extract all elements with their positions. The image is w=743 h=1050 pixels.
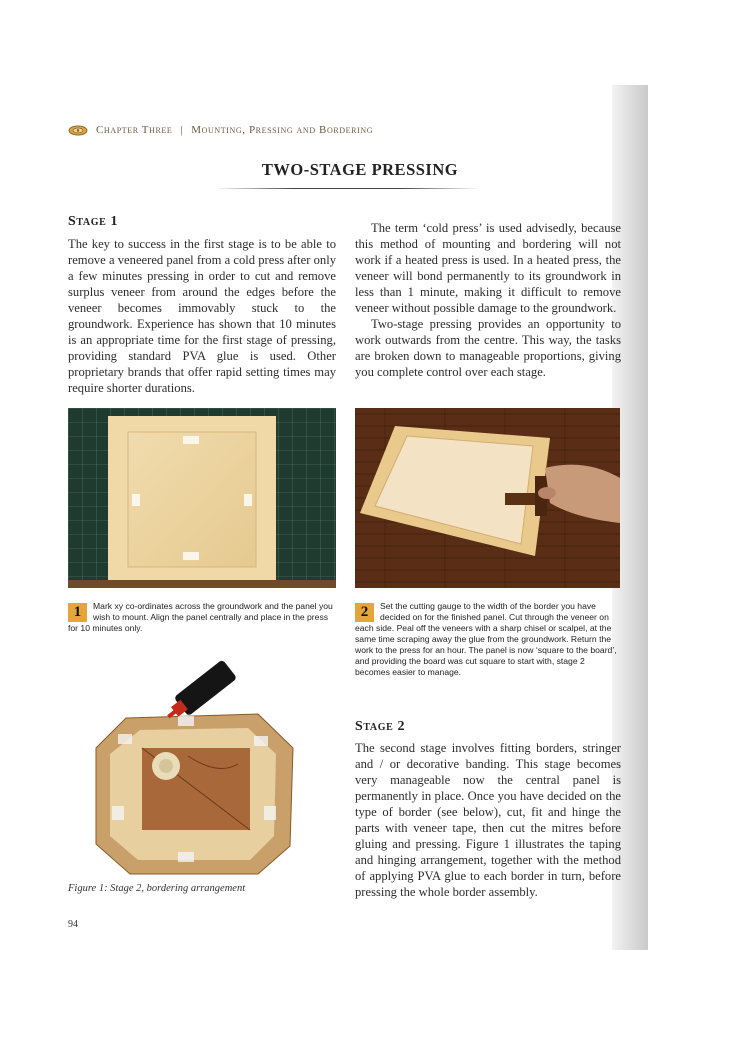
cold-press-paragraph-2: Two-stage pressing provides an opportunity to work outwards from the centre. This way, the tasks are broken down to manageable proportions, giving you complete control over each stage. [355, 317, 621, 379]
page-number: 94 [68, 919, 78, 930]
stage1-paragraph: The key to success in the first stage is to be able to remove a veneered panel from a cold press after only a few minutes pressing in order to cut and remove surplus veneer from around the edges before the veneer becomes immovably stuck to the groundwork. Experience has shown that 10 minutes is an appropriate time for the first stage of pressing, providing standard PVA glue is used. Other proprietary brands that offer rapid setting times may require shorter durations. [68, 237, 336, 395]
title-rule [214, 188, 480, 189]
ornament-icon [68, 125, 88, 136]
stage1-body [68, 236, 336, 396]
figure-caption: Figure 1: Stage 2, bordering arrangement [68, 883, 246, 894]
caption-2 [355, 601, 621, 678]
stage1-heading: Stage 1 [68, 214, 119, 229]
figure-1-bordering-arrangement [68, 656, 336, 878]
caption-1 [68, 601, 333, 634]
cold-press-paragraph-1: The term ‘cold press’ is used advisedly, because this method of mounting and bordering will not work if a heated press is used. In a heated press, the veneer will bond permanently to its groundwork in less than 1 minute, making it difficult to remove veneer without possible damage to the groundwork. [355, 221, 621, 315]
running-header [68, 122, 373, 138]
cold-press-body [355, 220, 621, 380]
section-label: Mounting, Pressing and Bordering [191, 124, 374, 136]
caption-2-number: 2 [355, 603, 374, 622]
photo-panel-on-mat [68, 408, 336, 588]
stage2-body [355, 740, 621, 900]
caption-2-text: Set the cutting gauge to the width of the border you have decided on for the finished panel. Cut through the veneer on each side. Peal off the veneers with a sharp chisel or scalpel, at the same time scraping away the glue from the groundwork. Return the work to the press for an hour. The panel is now ‘square to the board’, and providing the board was cut square to start with, stage 2 becomes easier to manage. [355, 601, 617, 677]
stage2-paragraph: The second stage involves fitting borders, stringer and / or decorative banding. This stage becomes very manageable now the central panel is permanently in place. Once you have decided on the type of border (see below), cut, fit and hinge the parts with veneer tape, then cut the mitres before gluing and pressing. Figure 1 illustrates the taping and hinging arrangement, together with the method of applying PVA glue to each border in turn, before pressing the whole border assembly. [355, 741, 621, 899]
photo-cutting-gauge [355, 408, 620, 588]
caption-1-text: Mark xy co-ordinates across the groundwork and the panel you wish to mount. Align the panel centrally and place in the press for 10 minutes only. [68, 601, 333, 633]
header-separator: | [180, 124, 184, 136]
caption-1-number: 1 [68, 603, 87, 622]
chapter-label: Chapter Three [96, 124, 173, 136]
page-title: TWO-STAGE PRESSING [261, 160, 459, 179]
stage2-heading: Stage 2 [355, 719, 406, 734]
